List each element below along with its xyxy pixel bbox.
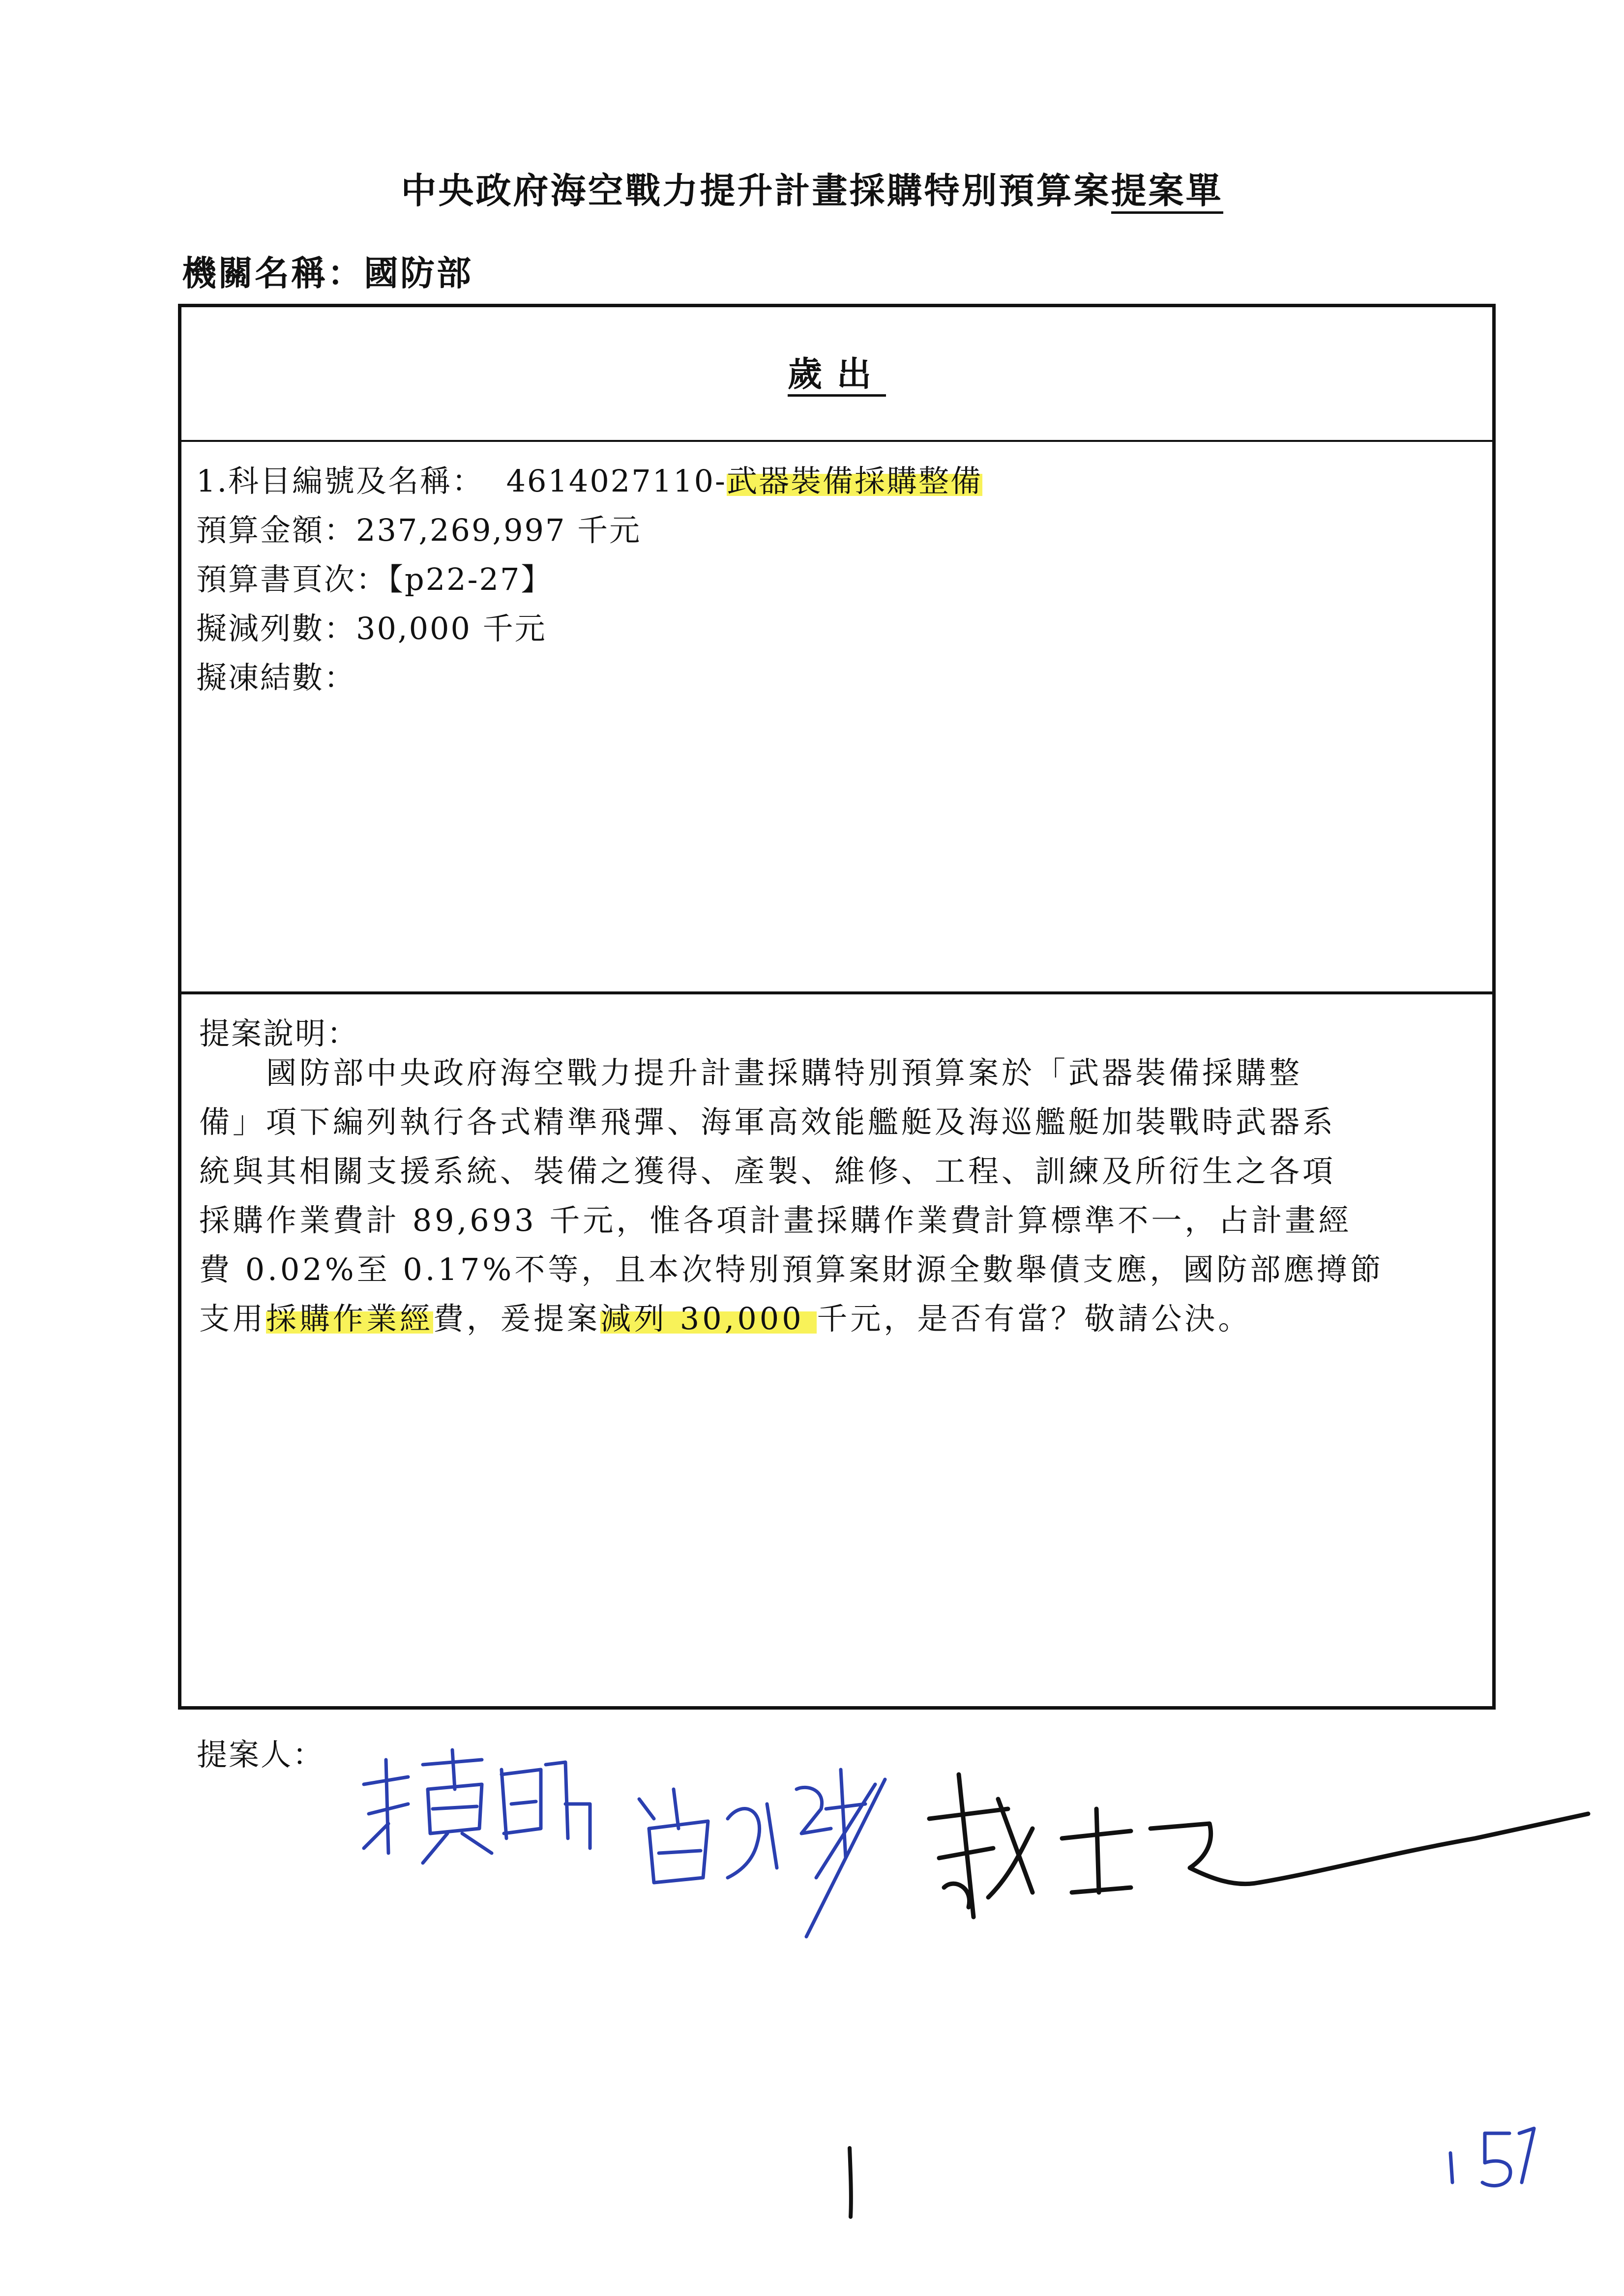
account-code-value: 4614027110- bbox=[506, 463, 727, 499]
handwritten-signature-black-3 bbox=[929, 1774, 1588, 1917]
description-body bbox=[199, 1048, 1473, 1343]
title-suffix: 提案單 bbox=[1111, 170, 1223, 214]
account-name-highlighted: 武器裝備採購整備 bbox=[727, 463, 983, 499]
description-line-6-a: 支用 bbox=[199, 1301, 266, 1337]
description-line-5: 費 0.02%至 0.17%不等，且本次特別預算案財源全數舉債支應，國防部應撙節 bbox=[199, 1251, 1384, 1287]
description-line-6-c: 費，爰提案 bbox=[433, 1301, 601, 1337]
section-header bbox=[181, 347, 1492, 396]
proposal-description-row bbox=[181, 994, 1492, 1706]
title-prefix: 中央政府海空戰力提升計畫採購特別預算案 bbox=[401, 170, 1111, 211]
description-line-3: 統與其相關支援系統、裝備之獲得、產製、維修、工程、訓練及所衍生之各項 bbox=[199, 1153, 1336, 1189]
budget-page-line: 預算書頁次：【p22-27】 bbox=[196, 561, 553, 597]
handwritten-signature-blue-1 bbox=[364, 1750, 590, 1863]
account-code-line bbox=[196, 457, 982, 506]
description-line-6-e: 千元，是否有當？敬請公決。 bbox=[817, 1301, 1252, 1337]
description-line-1: 國防部中央政府海空戰力提升計畫採購特別預算案於「武器裝備採購整 bbox=[199, 1055, 1303, 1091]
description-highlight-procurement-fee: 採購作業經 bbox=[266, 1301, 434, 1337]
description-highlight-cut-amount: 減列 30,000 bbox=[600, 1301, 817, 1337]
description-line-6 bbox=[199, 1294, 1473, 1343]
agency-name: 機關名稱：國防部 bbox=[182, 253, 473, 293]
description-line-4: 採購作業費計 89,693 千元，惟各項計畫採購作業費計算標準不一，占計畫經 bbox=[199, 1202, 1352, 1238]
section-header-text: 歲出 bbox=[788, 353, 886, 397]
description-line-2: 備」項下編列執行各式精準飛彈、海軍高效能艦艇及海巡艦艇加裝戰時武器系 bbox=[199, 1104, 1336, 1140]
budget-item-details bbox=[196, 457, 982, 702]
proposer-signatures bbox=[334, 1730, 1613, 1986]
handwritten-signature-blue-2 bbox=[639, 1770, 885, 1937]
handwritten-page-mark bbox=[836, 2143, 865, 2222]
handwritten-page-number bbox=[1436, 2114, 1544, 2197]
budget-item-row bbox=[181, 442, 1492, 994]
description-label: 提案說明： bbox=[199, 1016, 359, 1051]
document-title bbox=[0, 162, 1624, 213]
proposed-freeze-line: 擬凍結數： bbox=[196, 660, 356, 696]
form-header-row bbox=[181, 307, 1492, 442]
proposer-label: 提案人： bbox=[197, 1737, 325, 1773]
proposal-form bbox=[178, 304, 1496, 1710]
proposed-cut-line: 擬減列數：30,000 千元 bbox=[196, 610, 547, 646]
account-code-label: 1.科目編號及名稱： bbox=[196, 463, 484, 499]
budget-amount-line: 預算金額：237,269,997 千元 bbox=[196, 512, 642, 548]
